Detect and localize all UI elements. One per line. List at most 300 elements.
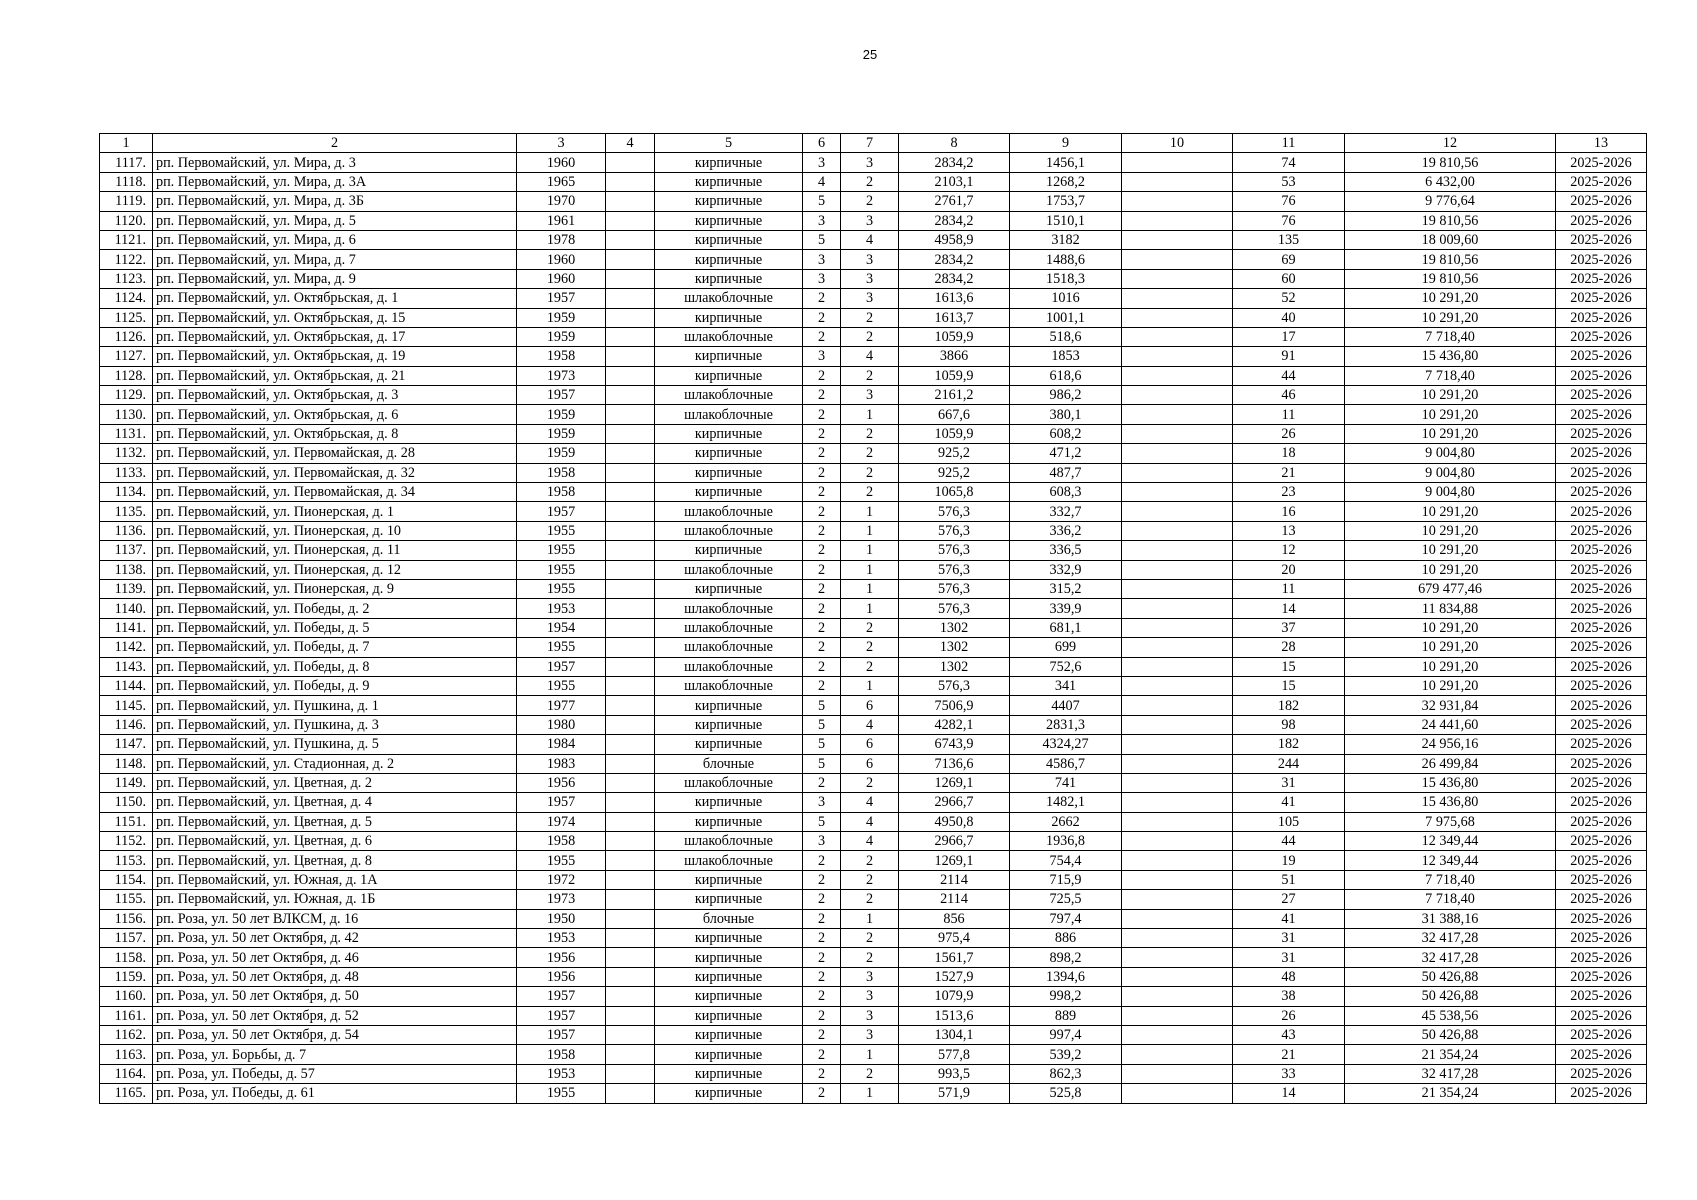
cell-floors: 5 <box>803 192 841 211</box>
cell-year-built: 1957 <box>517 657 606 676</box>
cell-living-area: 1268,2 <box>1010 172 1122 191</box>
cell-col-4 <box>606 308 655 327</box>
housing-register-table <box>99 133 1647 1104</box>
cell-address: рп. Роза, ул. 50 лет Октября, д. 48 <box>153 967 517 986</box>
column-header-6: 6 <box>803 134 841 153</box>
cell-col-4 <box>606 463 655 482</box>
cell-entrances: 6 <box>841 754 899 773</box>
cell-cost: 7 718,40 <box>1345 870 1556 889</box>
cell-living-area: 2831,3 <box>1010 715 1122 734</box>
cell-cost: 11 834,88 <box>1345 599 1556 618</box>
cell-total-area: 2834,2 <box>899 211 1010 230</box>
cell-year-built: 1956 <box>517 773 606 792</box>
table-row <box>100 1025 1647 1044</box>
cell-address: рп. Первомайский, ул. Южная, д. 1Б <box>153 890 517 909</box>
cell-floors: 2 <box>803 444 841 463</box>
cell-wall-material: кирпичные <box>655 890 803 909</box>
cell-year-built: 1955 <box>517 541 606 560</box>
table-row <box>100 560 1647 579</box>
cell-row-number: 1154. <box>100 870 153 889</box>
cell-floors: 2 <box>803 851 841 870</box>
cell-wall-material: кирпичные <box>655 250 803 269</box>
cell-total-area: 925,2 <box>899 463 1010 482</box>
cell-floors: 2 <box>803 366 841 385</box>
cell-residents: 41 <box>1233 793 1345 812</box>
cell-address: рп. Первомайский, ул. Пионерская, д. 9 <box>153 579 517 598</box>
column-header-1: 1 <box>100 134 153 153</box>
cell-col-4 <box>606 696 655 715</box>
cell-cost: 10 291,20 <box>1345 560 1556 579</box>
cell-address: рп. Первомайский, ул. Мира, д. 9 <box>153 269 517 288</box>
cell-row-number: 1161. <box>100 1006 153 1025</box>
cell-col-4 <box>606 773 655 792</box>
cell-total-area: 7506,9 <box>899 696 1010 715</box>
cell-wall-material: кирпичные <box>655 153 803 172</box>
cell-cost: 10 291,20 <box>1345 541 1556 560</box>
cell-cost: 50 426,88 <box>1345 1025 1556 1044</box>
cell-col-4 <box>606 929 655 948</box>
cell-living-area: 998,2 <box>1010 987 1122 1006</box>
cell-wall-material: шлакоблочные <box>655 327 803 346</box>
cell-entrances: 1 <box>841 560 899 579</box>
cell-cost: 24 441,60 <box>1345 715 1556 734</box>
cell-row-number: 1133. <box>100 463 153 482</box>
cell-total-area: 1269,1 <box>899 851 1010 870</box>
cell-total-area: 975,4 <box>899 929 1010 948</box>
table-row <box>100 657 1647 676</box>
cell-address: рп. Первомайский, ул. Стадионная, д. 2 <box>153 754 517 773</box>
cell-wall-material: кирпичные <box>655 444 803 463</box>
cell-floors: 3 <box>803 347 841 366</box>
cell-living-area: 1001,1 <box>1010 308 1122 327</box>
cell-year-built: 1984 <box>517 735 606 754</box>
cell-floors: 2 <box>803 424 841 443</box>
cell-period: 2025-2026 <box>1556 754 1647 773</box>
cell-period: 2025-2026 <box>1556 327 1647 346</box>
cell-living-area: 341 <box>1010 676 1122 695</box>
cell-wall-material: шлакоблочные <box>655 851 803 870</box>
cell-address: рп. Первомайский, ул. Пушкина, д. 1 <box>153 696 517 715</box>
cell-col-10 <box>1122 444 1233 463</box>
cell-residents: 46 <box>1233 386 1345 405</box>
cell-period: 2025-2026 <box>1556 211 1647 230</box>
cell-total-area: 6743,9 <box>899 735 1010 754</box>
cell-year-built: 1957 <box>517 289 606 308</box>
table-row <box>100 773 1647 792</box>
column-header-12: 12 <box>1345 134 1556 153</box>
cell-address: рп. Первомайский, ул. Октябрьская, д. 15 <box>153 308 517 327</box>
column-header-8: 8 <box>899 134 1010 153</box>
table-row <box>100 366 1647 385</box>
cell-year-built: 1958 <box>517 483 606 502</box>
cell-col-4 <box>606 366 655 385</box>
cell-col-10 <box>1122 618 1233 637</box>
cell-cost: 679 477,46 <box>1345 579 1556 598</box>
cell-floors: 2 <box>803 929 841 948</box>
cell-wall-material: кирпичные <box>655 870 803 889</box>
table-row <box>100 502 1647 521</box>
cell-living-area: 332,7 <box>1010 502 1122 521</box>
cell-period: 2025-2026 <box>1556 618 1647 637</box>
cell-year-built: 1958 <box>517 1045 606 1064</box>
cell-cost: 45 538,56 <box>1345 1006 1556 1025</box>
cell-floors: 2 <box>803 541 841 560</box>
cell-address: рп. Первомайский, ул. Победы, д. 2 <box>153 599 517 618</box>
cell-year-built: 1956 <box>517 967 606 986</box>
table-row <box>100 308 1647 327</box>
cell-row-number: 1143. <box>100 657 153 676</box>
cell-col-10 <box>1122 386 1233 405</box>
cell-col-10 <box>1122 676 1233 695</box>
cell-entrances: 2 <box>841 1064 899 1083</box>
cell-col-10 <box>1122 793 1233 812</box>
cell-living-area: 1853 <box>1010 347 1122 366</box>
cell-col-4 <box>606 230 655 249</box>
table-row <box>100 929 1647 948</box>
cell-col-4 <box>606 483 655 502</box>
cell-entrances: 4 <box>841 715 899 734</box>
cell-address: рп. Первомайский, ул. Октябрьская, д. 17 <box>153 327 517 346</box>
cell-cost: 10 291,20 <box>1345 638 1556 657</box>
cell-living-area: 618,6 <box>1010 366 1122 385</box>
cell-col-10 <box>1122 347 1233 366</box>
cell-col-4 <box>606 1084 655 1103</box>
cell-year-built: 1957 <box>517 386 606 405</box>
table-row <box>100 638 1647 657</box>
table-row <box>100 192 1647 211</box>
cell-col-10 <box>1122 579 1233 598</box>
cell-col-10 <box>1122 211 1233 230</box>
cell-year-built: 1972 <box>517 870 606 889</box>
table-row <box>100 1006 1647 1025</box>
cell-row-number: 1157. <box>100 929 153 948</box>
cell-period: 2025-2026 <box>1556 851 1647 870</box>
cell-period: 2025-2026 <box>1556 1064 1647 1083</box>
cell-year-built: 1953 <box>517 929 606 948</box>
cell-residents: 33 <box>1233 1064 1345 1083</box>
cell-wall-material: кирпичные <box>655 192 803 211</box>
cell-year-built: 1960 <box>517 153 606 172</box>
cell-period: 2025-2026 <box>1556 172 1647 191</box>
cell-residents: 12 <box>1233 541 1345 560</box>
cell-cost: 7 718,40 <box>1345 366 1556 385</box>
column-header-9: 9 <box>1010 134 1122 153</box>
cell-col-10 <box>1122 735 1233 754</box>
cell-period: 2025-2026 <box>1556 521 1647 540</box>
cell-total-area: 3866 <box>899 347 1010 366</box>
cell-total-area: 1065,8 <box>899 483 1010 502</box>
cell-year-built: 1955 <box>517 521 606 540</box>
cell-col-4 <box>606 521 655 540</box>
cell-floors: 3 <box>803 211 841 230</box>
cell-entrances: 1 <box>841 405 899 424</box>
cell-wall-material: шлакоблочные <box>655 657 803 676</box>
cell-row-number: 1140. <box>100 599 153 618</box>
table-row <box>100 172 1647 191</box>
cell-year-built: 1959 <box>517 308 606 327</box>
cell-period: 2025-2026 <box>1556 696 1647 715</box>
cell-address: рп. Первомайский, ул. Октябрьская, д. 19 <box>153 347 517 366</box>
cell-wall-material: кирпичные <box>655 172 803 191</box>
cell-cost: 10 291,20 <box>1345 289 1556 308</box>
cell-total-area: 2834,2 <box>899 269 1010 288</box>
cell-col-10 <box>1122 327 1233 346</box>
cell-floors: 2 <box>803 308 841 327</box>
cell-row-number: 1125. <box>100 308 153 327</box>
cell-cost: 10 291,20 <box>1345 657 1556 676</box>
cell-row-number: 1141. <box>100 618 153 637</box>
cell-col-10 <box>1122 192 1233 211</box>
table-row <box>100 948 1647 967</box>
cell-wall-material: кирпичные <box>655 424 803 443</box>
cell-total-area: 1302 <box>899 638 1010 657</box>
cell-total-area: 2761,7 <box>899 192 1010 211</box>
cell-col-10 <box>1122 541 1233 560</box>
table-row <box>100 812 1647 831</box>
cell-row-number: 1158. <box>100 948 153 967</box>
cell-entrances: 4 <box>841 793 899 812</box>
cell-col-4 <box>606 579 655 598</box>
cell-entrances: 3 <box>841 386 899 405</box>
table-row <box>100 754 1647 773</box>
cell-total-area: 2114 <box>899 890 1010 909</box>
cell-residents: 60 <box>1233 269 1345 288</box>
cell-col-10 <box>1122 812 1233 831</box>
cell-col-10 <box>1122 1064 1233 1083</box>
cell-col-4 <box>606 405 655 424</box>
cell-address: рп. Роза, ул. Победы, д. 57 <box>153 1064 517 1083</box>
cell-residents: 14 <box>1233 1084 1345 1103</box>
cell-floors: 2 <box>803 870 841 889</box>
cell-col-4 <box>606 541 655 560</box>
cell-living-area: 1510,1 <box>1010 211 1122 230</box>
cell-col-4 <box>606 424 655 443</box>
table-row <box>100 890 1647 909</box>
cell-residents: 21 <box>1233 1045 1345 1064</box>
cell-total-area: 577,8 <box>899 1045 1010 1064</box>
cell-col-4 <box>606 793 655 812</box>
cell-col-10 <box>1122 424 1233 443</box>
cell-wall-material: кирпичные <box>655 347 803 366</box>
cell-row-number: 1138. <box>100 560 153 579</box>
cell-entrances: 2 <box>841 308 899 327</box>
cell-total-area: 925,2 <box>899 444 1010 463</box>
cell-address: рп. Первомайский, ул. Цветная, д. 5 <box>153 812 517 831</box>
cell-wall-material: кирпичные <box>655 987 803 1006</box>
cell-residents: 23 <box>1233 483 1345 502</box>
cell-entrances: 2 <box>841 870 899 889</box>
cell-living-area: 1016 <box>1010 289 1122 308</box>
cell-residents: 31 <box>1233 929 1345 948</box>
cell-total-area: 1613,6 <box>899 289 1010 308</box>
cell-cost: 7 975,68 <box>1345 812 1556 831</box>
table-row <box>100 676 1647 695</box>
cell-address: рп. Первомайский, ул. Октябрьская, д. 3 <box>153 386 517 405</box>
cell-total-area: 1527,9 <box>899 967 1010 986</box>
cell-col-10 <box>1122 521 1233 540</box>
cell-wall-material: шлакоблочные <box>655 386 803 405</box>
cell-residents: 14 <box>1233 599 1345 618</box>
cell-col-4 <box>606 347 655 366</box>
cell-residents: 11 <box>1233 405 1345 424</box>
cell-wall-material: кирпичные <box>655 230 803 249</box>
cell-year-built: 1954 <box>517 618 606 637</box>
cell-address: рп. Первомайский, ул. Пионерская, д. 1 <box>153 502 517 521</box>
cell-col-10 <box>1122 308 1233 327</box>
cell-col-4 <box>606 967 655 986</box>
cell-year-built: 1957 <box>517 1006 606 1025</box>
cell-residents: 15 <box>1233 676 1345 695</box>
cell-row-number: 1118. <box>100 172 153 191</box>
cell-total-area: 1302 <box>899 657 1010 676</box>
cell-address: рп. Первомайский, ул. Пионерская, д. 12 <box>153 560 517 579</box>
cell-floors: 2 <box>803 638 841 657</box>
cell-address: рп. Роза, ул. 50 лет Октября, д. 54 <box>153 1025 517 1044</box>
cell-row-number: 1159. <box>100 967 153 986</box>
cell-year-built: 1974 <box>517 812 606 831</box>
cell-residents: 31 <box>1233 773 1345 792</box>
cell-col-10 <box>1122 948 1233 967</box>
cell-living-area: 3182 <box>1010 230 1122 249</box>
cell-period: 2025-2026 <box>1556 870 1647 889</box>
cell-residents: 31 <box>1233 948 1345 967</box>
cell-col-4 <box>606 289 655 308</box>
cell-address: рп. Первомайский, ул. Цветная, д. 8 <box>153 851 517 870</box>
cell-total-area: 571,9 <box>899 1084 1010 1103</box>
cell-period: 2025-2026 <box>1556 1025 1647 1044</box>
table-row <box>100 347 1647 366</box>
cell-wall-material: шлакоблочные <box>655 832 803 851</box>
cell-entrances: 3 <box>841 987 899 1006</box>
cell-cost: 24 956,16 <box>1345 735 1556 754</box>
cell-row-number: 1151. <box>100 812 153 831</box>
cell-col-4 <box>606 676 655 695</box>
cell-row-number: 1120. <box>100 211 153 230</box>
cell-period: 2025-2026 <box>1556 735 1647 754</box>
cell-col-10 <box>1122 754 1233 773</box>
cell-living-area: 487,7 <box>1010 463 1122 482</box>
cell-col-4 <box>606 444 655 463</box>
cell-col-10 <box>1122 967 1233 986</box>
cell-wall-material: кирпичные <box>655 483 803 502</box>
cell-row-number: 1135. <box>100 502 153 521</box>
cell-living-area: 1394,6 <box>1010 967 1122 986</box>
cell-floors: 2 <box>803 1025 841 1044</box>
cell-cost: 32 417,28 <box>1345 1064 1556 1083</box>
cell-col-4 <box>606 657 655 676</box>
cell-cost: 9 776,64 <box>1345 192 1556 211</box>
cell-residents: 43 <box>1233 1025 1345 1044</box>
cell-floors: 2 <box>803 521 841 540</box>
cell-residents: 19 <box>1233 851 1345 870</box>
cell-col-4 <box>606 560 655 579</box>
table-row <box>100 521 1647 540</box>
cell-total-area: 4282,1 <box>899 715 1010 734</box>
cell-cost: 19 810,56 <box>1345 153 1556 172</box>
cell-total-area: 1513,6 <box>899 1006 1010 1025</box>
cell-total-area: 2966,7 <box>899 832 1010 851</box>
table-row <box>100 153 1647 172</box>
cell-address: рп. Первомайский, ул. Первомайская, д. 28 <box>153 444 517 463</box>
cell-col-4 <box>606 812 655 831</box>
cell-living-area: 754,4 <box>1010 851 1122 870</box>
cell-period: 2025-2026 <box>1556 715 1647 734</box>
cell-row-number: 1117. <box>100 153 153 172</box>
cell-wall-material: кирпичные <box>655 1064 803 1083</box>
cell-cost: 12 349,44 <box>1345 832 1556 851</box>
table-row <box>100 618 1647 637</box>
cell-entrances: 3 <box>841 269 899 288</box>
cell-floors: 2 <box>803 463 841 482</box>
cell-total-area: 4958,9 <box>899 230 1010 249</box>
cell-year-built: 1970 <box>517 192 606 211</box>
column-header-7: 7 <box>841 134 899 153</box>
cell-cost: 6 432,00 <box>1345 172 1556 191</box>
cell-wall-material: кирпичные <box>655 1084 803 1103</box>
cell-row-number: 1146. <box>100 715 153 734</box>
column-header-13: 13 <box>1556 134 1647 153</box>
cell-wall-material: кирпичные <box>655 929 803 948</box>
cell-year-built: 1960 <box>517 250 606 269</box>
cell-residents: 40 <box>1233 308 1345 327</box>
cell-living-area: 1456,1 <box>1010 153 1122 172</box>
cell-cost: 19 810,56 <box>1345 250 1556 269</box>
cell-floors: 5 <box>803 696 841 715</box>
cell-row-number: 1156. <box>100 909 153 928</box>
table-row <box>100 987 1647 1006</box>
table-row <box>100 327 1647 346</box>
cell-living-area: 715,9 <box>1010 870 1122 889</box>
cell-wall-material: шлакоблочные <box>655 560 803 579</box>
cell-living-area: 699 <box>1010 638 1122 657</box>
cell-living-area: 336,2 <box>1010 521 1122 540</box>
cell-wall-material: шлакоблочные <box>655 676 803 695</box>
cell-cost: 10 291,20 <box>1345 308 1556 327</box>
cell-entrances: 1 <box>841 1045 899 1064</box>
cell-wall-material: кирпичные <box>655 463 803 482</box>
cell-wall-material: кирпичные <box>655 308 803 327</box>
cell-address: рп. Первомайский, ул. Мира, д. 3 <box>153 153 517 172</box>
cell-row-number: 1119. <box>100 192 153 211</box>
cell-year-built: 1980 <box>517 715 606 734</box>
cell-row-number: 1148. <box>100 754 153 773</box>
cell-row-number: 1130. <box>100 405 153 424</box>
cell-wall-material: шлакоблочные <box>655 521 803 540</box>
cell-period: 2025-2026 <box>1556 463 1647 482</box>
cell-period: 2025-2026 <box>1556 812 1647 831</box>
cell-floors: 2 <box>803 987 841 1006</box>
cell-col-10 <box>1122 696 1233 715</box>
table-row <box>100 483 1647 502</box>
cell-wall-material: шлакоблочные <box>655 599 803 618</box>
cell-period: 2025-2026 <box>1556 638 1647 657</box>
cell-wall-material: кирпичные <box>655 1006 803 1025</box>
cell-floors: 5 <box>803 812 841 831</box>
cell-row-number: 1162. <box>100 1025 153 1044</box>
cell-residents: 76 <box>1233 192 1345 211</box>
cell-entrances: 6 <box>841 696 899 715</box>
cell-col-10 <box>1122 890 1233 909</box>
cell-period: 2025-2026 <box>1556 579 1647 598</box>
cell-period: 2025-2026 <box>1556 657 1647 676</box>
table-row <box>100 715 1647 734</box>
cell-floors: 3 <box>803 832 841 851</box>
cell-wall-material: шлакоблочные <box>655 618 803 637</box>
cell-total-area: 2114 <box>899 870 1010 889</box>
cell-col-4 <box>606 832 655 851</box>
cell-row-number: 1134. <box>100 483 153 502</box>
cell-residents: 18 <box>1233 444 1345 463</box>
